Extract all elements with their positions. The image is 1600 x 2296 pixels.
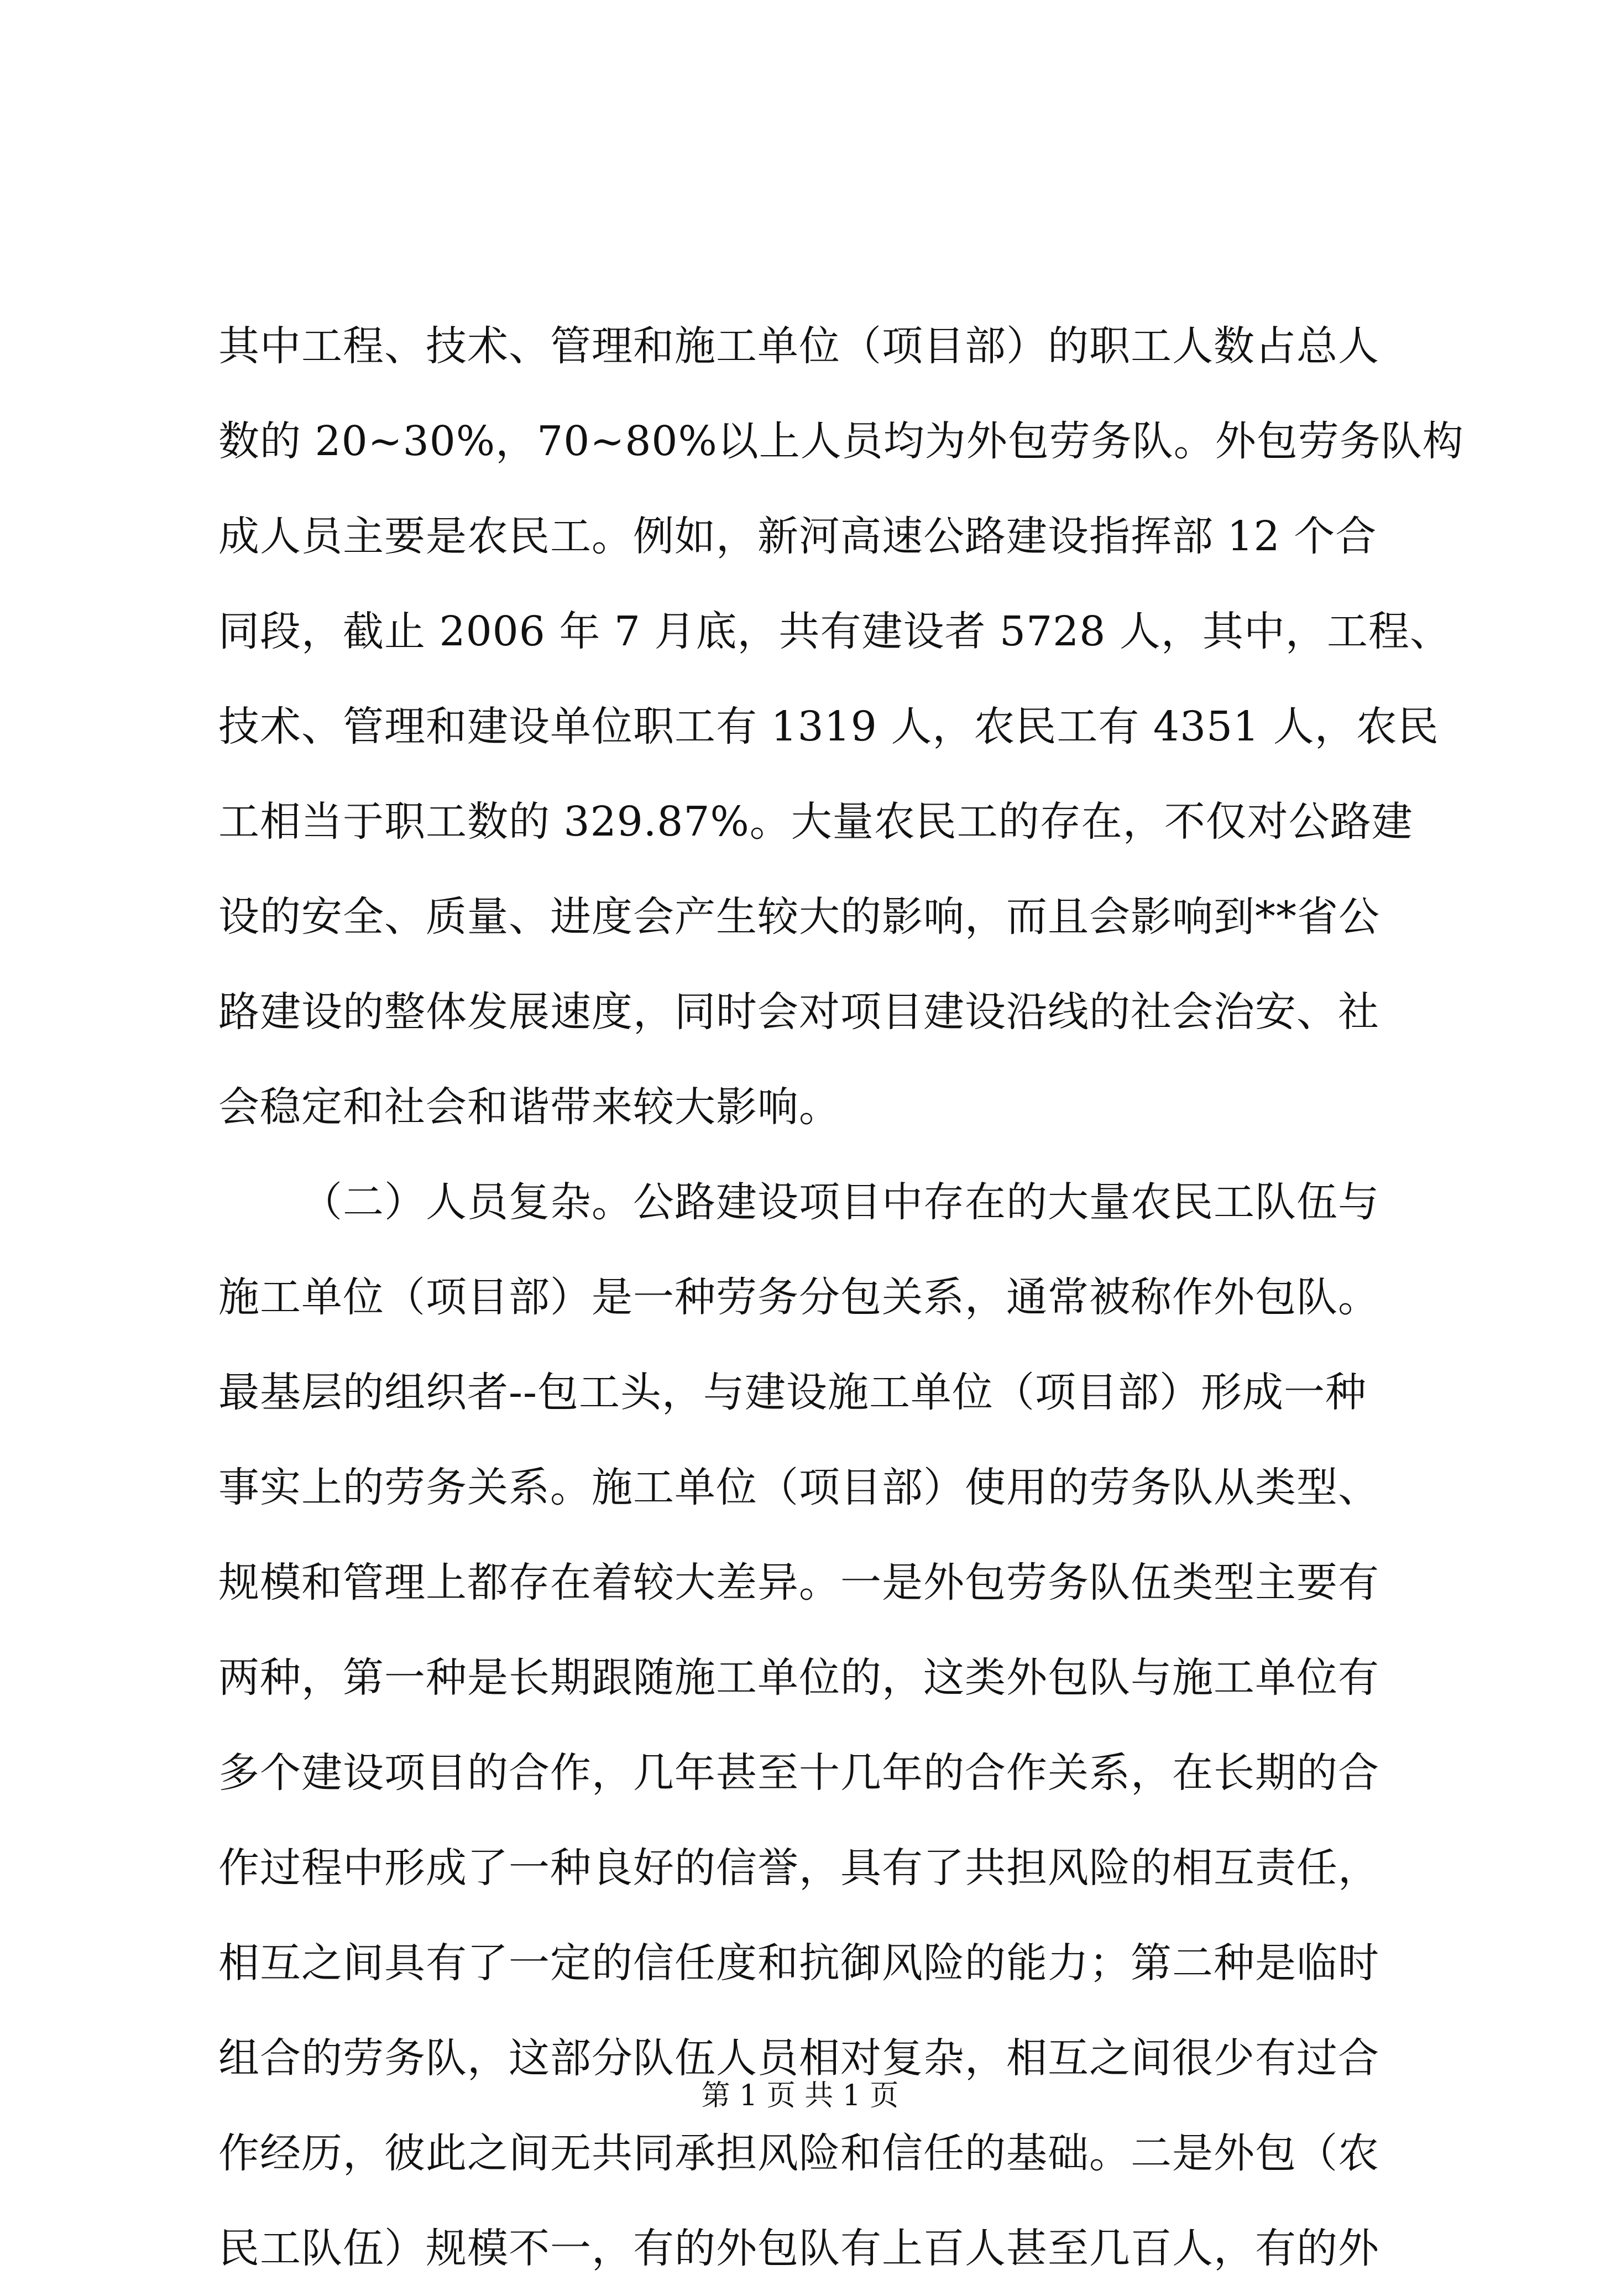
text-line: 同段，截止 2006 年 7 月底，共有建设者 5728 人，其中，工程、 (218, 608, 1451, 655)
text-line: 事实上的劳务关系。施工单位（项目部）使用的劳务队从类型、 (218, 1464, 1379, 1511)
page-footer: 第 1 页 共 1 页 (701, 2079, 899, 2112)
text-line: 最基层的组织者--包工头，与建设施工单位（项目部）形成一种 (218, 1369, 1367, 1416)
text-line: 组合的劳务队，这部分队伍人员相对复杂，相互之间很少有过合 (218, 2034, 1379, 2082)
text-line: 民工队伍）规模不一，有的外包队有上百人甚至几百人，有的外 (218, 2225, 1379, 2272)
text-line: 成人员主要是农民工。例如，新河高速公路建设指挥部 12 个合 (218, 513, 1377, 560)
text-line: 工相当于职工数的 329.87%。大量农民工的存在，不仅对公路建 (218, 798, 1413, 846)
text-line: 其中工程、技术、管理和施工单位（项目部）的职工人数占总人 (218, 322, 1379, 370)
text-line: 会稳定和社会和谐带来较大影响。 (218, 1083, 840, 1131)
text-line: 相互之间具有了一定的信任度和抗御风险的能力；第二种是临时 (218, 1939, 1379, 1987)
text-line: 规模和管理上都存在着较大差异。一是外包劳务队伍类型主要有 (218, 1559, 1379, 1606)
text-line: 多个建设项目的合作，几年甚至十几年的合作关系，在长期的合 (218, 1749, 1379, 1797)
text-line: 作过程中形成了一种良好的信誉，具有了共担风险的相互责任， (218, 1844, 1379, 1892)
text-line: 施工单位（项目部）是一种劳务分包关系，通常被称作外包队。 (218, 1274, 1379, 1321)
text-line: 数的 20~30%，70~80%以上人员均为外包劳务队。外包劳务队构 (218, 418, 1464, 465)
paragraph-start-line: （二）人员复杂。公路建设项目中存在的大量农民工队伍与 (301, 1178, 1379, 1226)
text-line: 路建设的整体发展速度，同时会对项目建设沿线的社会治安、社 (218, 988, 1379, 1036)
text-line: 技术、管理和建设单位职工有 1319 人，农民工有 4351 人，农民 (218, 703, 1439, 750)
text-line: 作经历，彼此之间无共同承担风险和信任的基础。二是外包（农 (218, 2130, 1379, 2177)
text-line: 两种，第一种是长期跟随施工单位的，这类外包队与施工单位有 (218, 1654, 1379, 1702)
text-line: 设的安全、质量、进度会产生较大的影响，而且会影响到**省公 (218, 893, 1380, 941)
document-body (218, 299, 1464, 2296)
